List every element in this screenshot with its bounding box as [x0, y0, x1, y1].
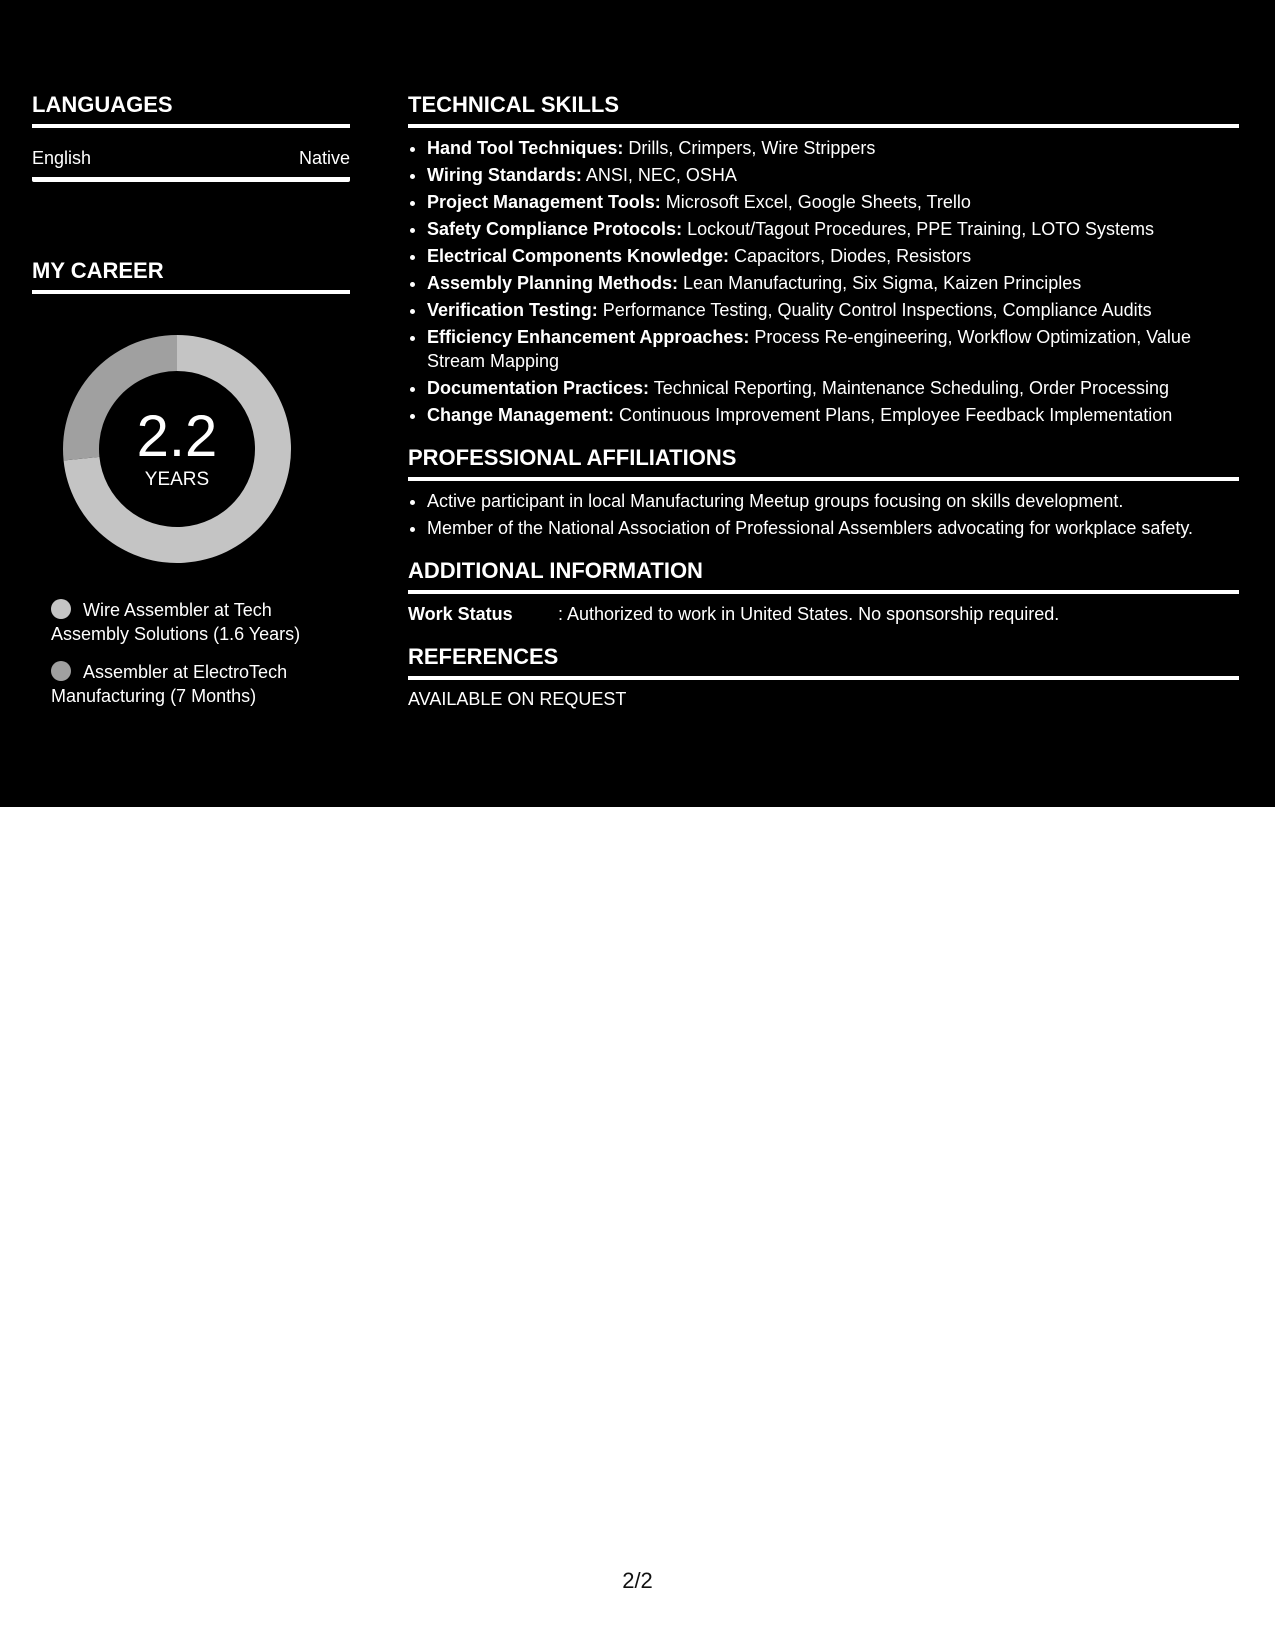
skill-item	[427, 376, 1239, 400]
skill-label: Documentation Practices:	[427, 378, 650, 398]
skill-label: Safety Compliance Protocols:	[427, 219, 683, 239]
additional-info-heading: ADDITIONAL INFORMATION	[408, 558, 1239, 594]
skill-value: Technical Reporting, Maintenance Scheduling, Order Processing	[649, 378, 1170, 398]
work-status-value: : Authorized to work in United States. No sponsorship required.	[558, 604, 1060, 624]
skill-value: Capacitors, Diodes, Resistors	[729, 246, 972, 266]
skill-label: Efficiency Enhancement Approaches:	[427, 327, 750, 347]
technical-skills-heading: TECHNICAL SKILLS	[408, 92, 1239, 128]
affiliations-heading: PROFESSIONAL AFFILIATIONS	[408, 445, 1239, 481]
skill-value: Continuous Improvement Plans, Employee Feedback Implementation	[614, 405, 1173, 425]
career-donut-chart	[62, 334, 292, 564]
skill-label: Change Management:	[427, 405, 615, 425]
skill-item	[427, 190, 1239, 214]
skill-label: Verification Testing:	[427, 300, 598, 320]
left-column	[32, 92, 350, 722]
languages-heading: LANGUAGES	[32, 92, 350, 128]
donut-center	[62, 334, 292, 564]
language-level: Native	[298, 148, 350, 168]
work-status-row	[408, 602, 1239, 626]
technical-skills-list	[408, 136, 1239, 427]
skill-value: Lean Manufacturing, Six Sigma, Kaizen Principles	[678, 273, 1082, 293]
affiliations-list	[408, 489, 1239, 540]
skill-label: Wiring Standards:	[427, 165, 582, 185]
skill-item	[427, 217, 1239, 241]
skill-value: Process Re-engineering, Workflow Optimization, Value Stream Mapping	[427, 327, 1191, 371]
affiliation-item: • Active participant in local Manufacturing Meetup groups focusing on skills development.	[427, 489, 1239, 513]
skill-item	[427, 136, 1239, 160]
language-row	[32, 148, 350, 182]
skill-label: Electrical Components Knowledge:	[427, 246, 730, 266]
right-column	[408, 92, 1239, 710]
skill-value: Drills, Crimpers, Wire Strippers	[623, 138, 876, 158]
skill-value: Performance Testing, Quality Control Inspections, Compliance Audits	[597, 300, 1152, 320]
career-legend-label: Assembler at ElectroTech Manufacturing (7 Months)	[51, 662, 288, 706]
skill-label: Project Management Tools:	[427, 192, 661, 212]
skill-item	[427, 163, 1239, 187]
work-status-label: Work Status	[408, 604, 513, 624]
skill-label: Assembly Planning Methods:	[427, 273, 679, 293]
skill-item	[427, 403, 1239, 427]
legend-dot-icon	[51, 599, 71, 619]
resume-page-panel	[0, 0, 1275, 807]
career-legend-item	[51, 660, 351, 708]
career-total-unit: YEARS	[144, 469, 210, 490]
legend-dot-icon	[51, 661, 71, 681]
career-legend	[51, 598, 351, 708]
career-total-value: 2.2	[136, 404, 218, 469]
affiliation-item: • Member of the National Association of Professional Assemblers advocating for workplace safety.	[427, 516, 1239, 540]
skill-item	[427, 298, 1239, 322]
skill-value: Microsoft Excel, Google Sheets, Trello	[660, 192, 971, 212]
language-name: English	[32, 148, 92, 168]
skill-item	[427, 271, 1239, 295]
skill-item	[427, 325, 1239, 373]
page-number: 2/2	[622, 1568, 653, 1593]
references-text: AVAILABLE ON REQUEST	[408, 689, 627, 709]
career-heading: MY CAREER	[32, 258, 350, 294]
skill-value: Lockout/Tagout Procedures, PPE Training, LOTO Systems	[682, 219, 1154, 239]
skill-item	[427, 244, 1239, 268]
skill-label: Hand Tool Techniques:	[427, 138, 624, 158]
references-heading: REFERENCES	[408, 644, 1239, 680]
career-legend-label: Wire Assembler at Tech Assembly Solutions (1.6 Years)	[51, 600, 301, 644]
career-legend-item	[51, 598, 351, 646]
skill-value: ANSI, NEC, OSHA	[581, 165, 737, 185]
